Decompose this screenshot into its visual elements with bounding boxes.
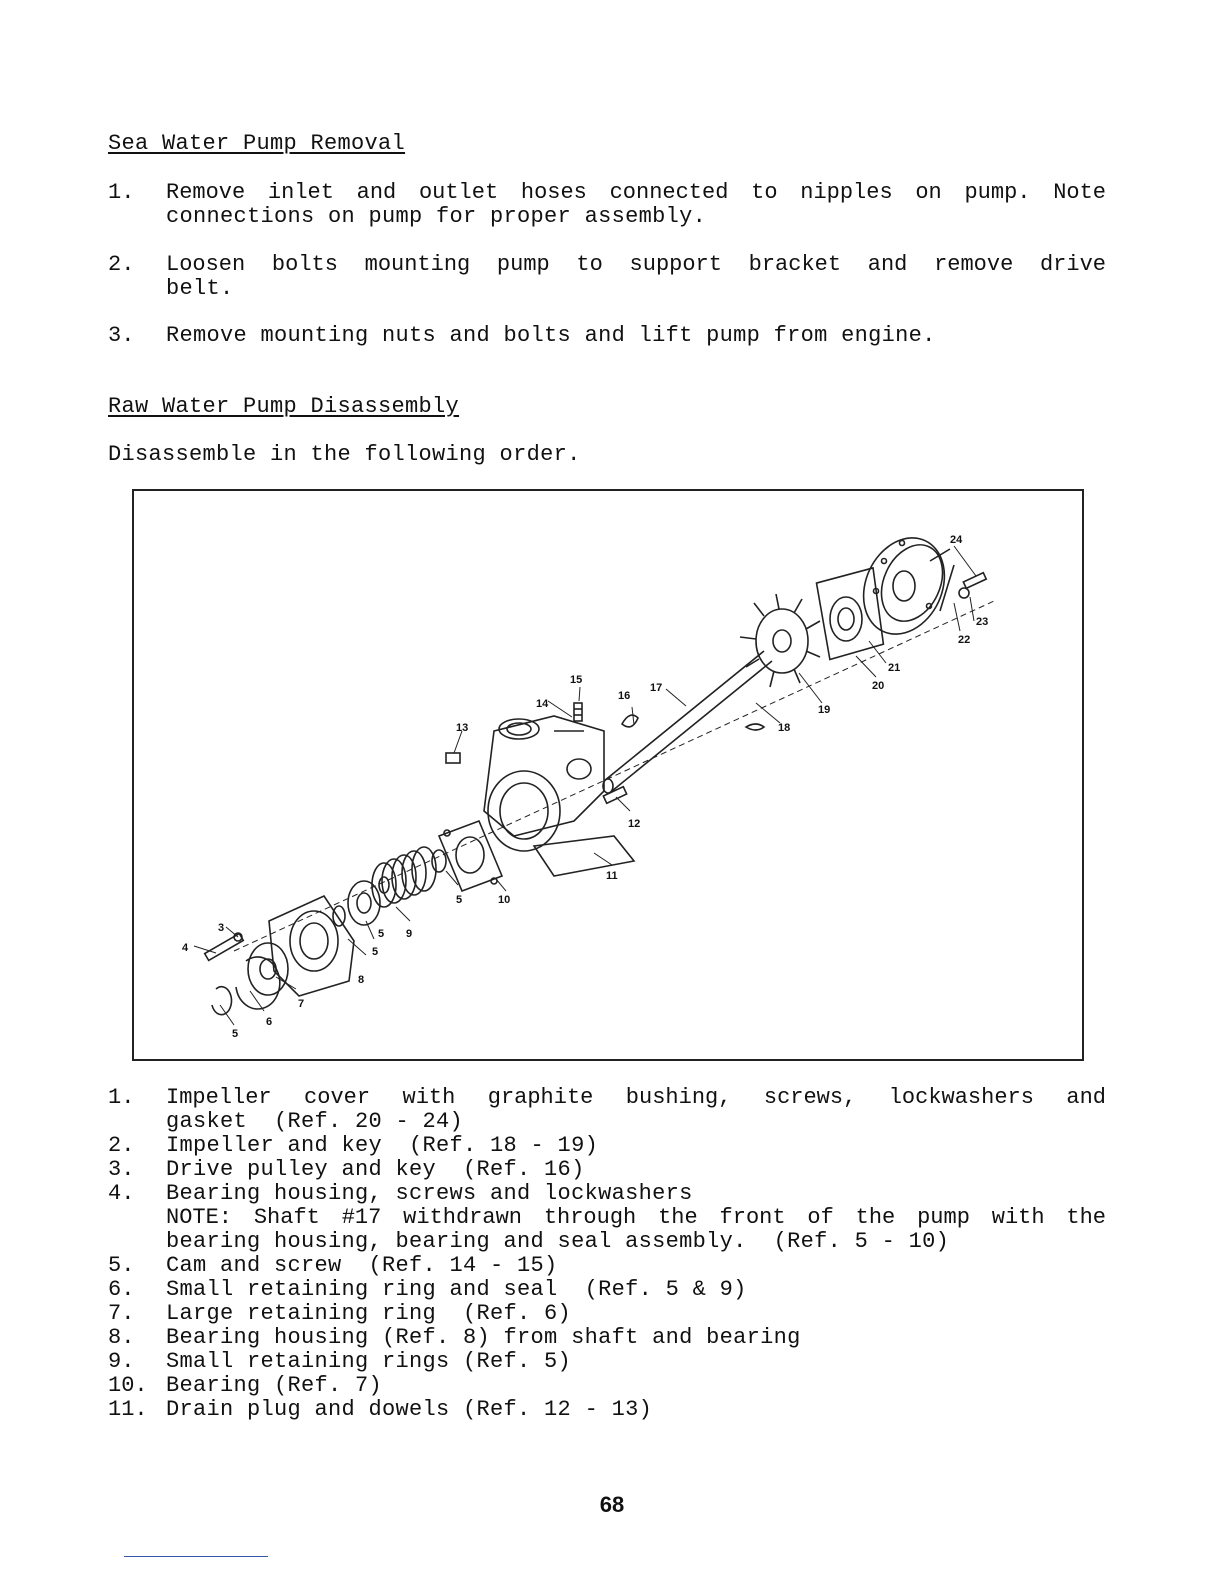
callout-5-flange: 5 [456,894,463,906]
pump-diagram-svg [134,491,1082,1059]
callout-22: 22 [958,634,971,646]
dis-step-11-line-1: Drain plug and dowels (Ref. 12 - 13) [166,1397,653,1422]
callout-17: 17 [650,682,663,694]
callout-8: 8 [358,974,365,986]
callout-11: 11 [606,870,618,882]
pulley-key-part [622,715,638,727]
bearing-part [348,881,380,925]
impeller-cover-part [848,525,959,648]
callout-21: 21 [888,662,901,674]
removal-step-2-number: 2. [108,252,135,277]
drain-plug-part [446,753,460,763]
dis-step-10-line-1: Bearing (Ref. 7) [166,1373,383,1398]
end-ring-part [212,987,232,1015]
small-ring-part [333,906,345,926]
removal-step-1-number: 1. [108,180,135,205]
dis-step-4-line-3: bearing housing, bearing and seal assembly. (Ref. 5 - 10) [166,1229,950,1254]
dis-step-1-line-2: gasket (Ref. 20 - 24) [166,1109,464,1134]
removal-step-1-line-1: Remove inlet and outlet hoses connected to nipples on pump. Note [166,180,1106,205]
leader-lines [194,546,976,1025]
callout-5-bearing: 5 [372,946,379,958]
pump-body-part [484,716,634,876]
dis-step-5-number: 5. [108,1253,135,1278]
dis-step-7-number: 7. [108,1301,135,1326]
dis-step-9-number: 9. [108,1349,135,1374]
dis-step-9-line-1: Small retaining rings (Ref. 5) [166,1349,572,1374]
removal-step-3-line-1: Remove mounting nuts and bolts and lift pump from engine. [166,323,936,348]
callout-6: 6 [266,1016,273,1028]
callout-16: 16 [618,690,631,702]
disassembly-intro: Disassemble in the following order. [108,442,581,467]
impeller-part [740,594,820,687]
dis-step-1-line-1: Impeller cover with graphite bushing, screws, lockwashers and [166,1085,1106,1110]
dis-step-3-number: 3. [108,1157,135,1182]
dis-step-2-line-1: Impeller and key (Ref. 18 - 19) [166,1133,599,1158]
callout-5-ring: 5 [378,928,385,940]
callout-19: 19 [818,704,831,716]
callout-24: 24 [950,534,963,546]
callout-7: 7 [298,998,305,1010]
dis-step-10-number: 10. [108,1373,148,1398]
removal-heading: Sea Water Pump Removal [108,131,406,156]
callout-10: 10 [498,894,511,906]
page-number: 68 [599,1492,625,1517]
dis-step-6-line-1: Small retaining ring and seal (Ref. 5 & 9) [166,1277,747,1302]
footer-rule [124,1556,268,1557]
callout-15: 15 [570,674,583,686]
callout-20: 20 [872,680,885,692]
callout-3: 3 [218,922,225,934]
bearing-cap-part [248,943,288,995]
callout-12: 12 [628,818,641,830]
retaining-ring-part [432,850,446,872]
seal-part [372,847,436,907]
dis-step-2-number: 2. [108,1133,135,1158]
removal-step-3-number: 3. [108,323,135,348]
large-ring-part [236,957,280,1009]
dis-step-11-number: 11. [108,1397,148,1422]
dis-step-1-number: 1. [108,1085,135,1110]
callout-4: 4 [182,942,189,954]
dis-step-8-line-1: Bearing housing (Ref. 8) from shaft and bearing [166,1325,801,1350]
removal-step-1-line-2: connections on pump for proper assembly. [166,204,707,229]
dis-step-3-line-1: Drive pulley and key (Ref. 16) [166,1157,585,1182]
disassembly-heading: Raw Water Pump Disassembly [108,394,460,419]
callout-13: 13 [456,722,469,734]
dis-step-4-line-2: NOTE: Shaft #17 withdrawn through the front of the pump with the [166,1205,1106,1230]
callout-14: 14 [536,698,549,710]
dis-step-4-line-1: Bearing housing, screws and lockwashers [166,1181,693,1206]
removal-step-2-line-2: belt. [166,276,234,301]
impeller-key-part [746,724,764,730]
dis-step-5-line-1: Cam and screw (Ref. 14 - 15) [166,1253,558,1278]
dis-step-4-number: 4. [108,1181,135,1206]
cover-screw-part [959,573,986,598]
dis-step-6-number: 6. [108,1277,135,1302]
callout-23: 23 [976,616,989,628]
gasket-part [810,563,890,664]
cam-screw-part [574,703,582,721]
dis-step-7-line-1: Large retaining ring (Ref. 6) [166,1301,572,1326]
dis-step-8-number: 8. [108,1325,135,1350]
shaft-part [603,651,772,793]
removal-step-2-line-1: Loosen bolts mounting pump to support bracket and remove drive [166,252,1106,277]
callout-5-end: 5 [232,1028,239,1040]
exploded-pump-diagram [132,489,1084,1061]
callout-9: 9 [406,928,413,940]
callout-18: 18 [778,722,791,734]
